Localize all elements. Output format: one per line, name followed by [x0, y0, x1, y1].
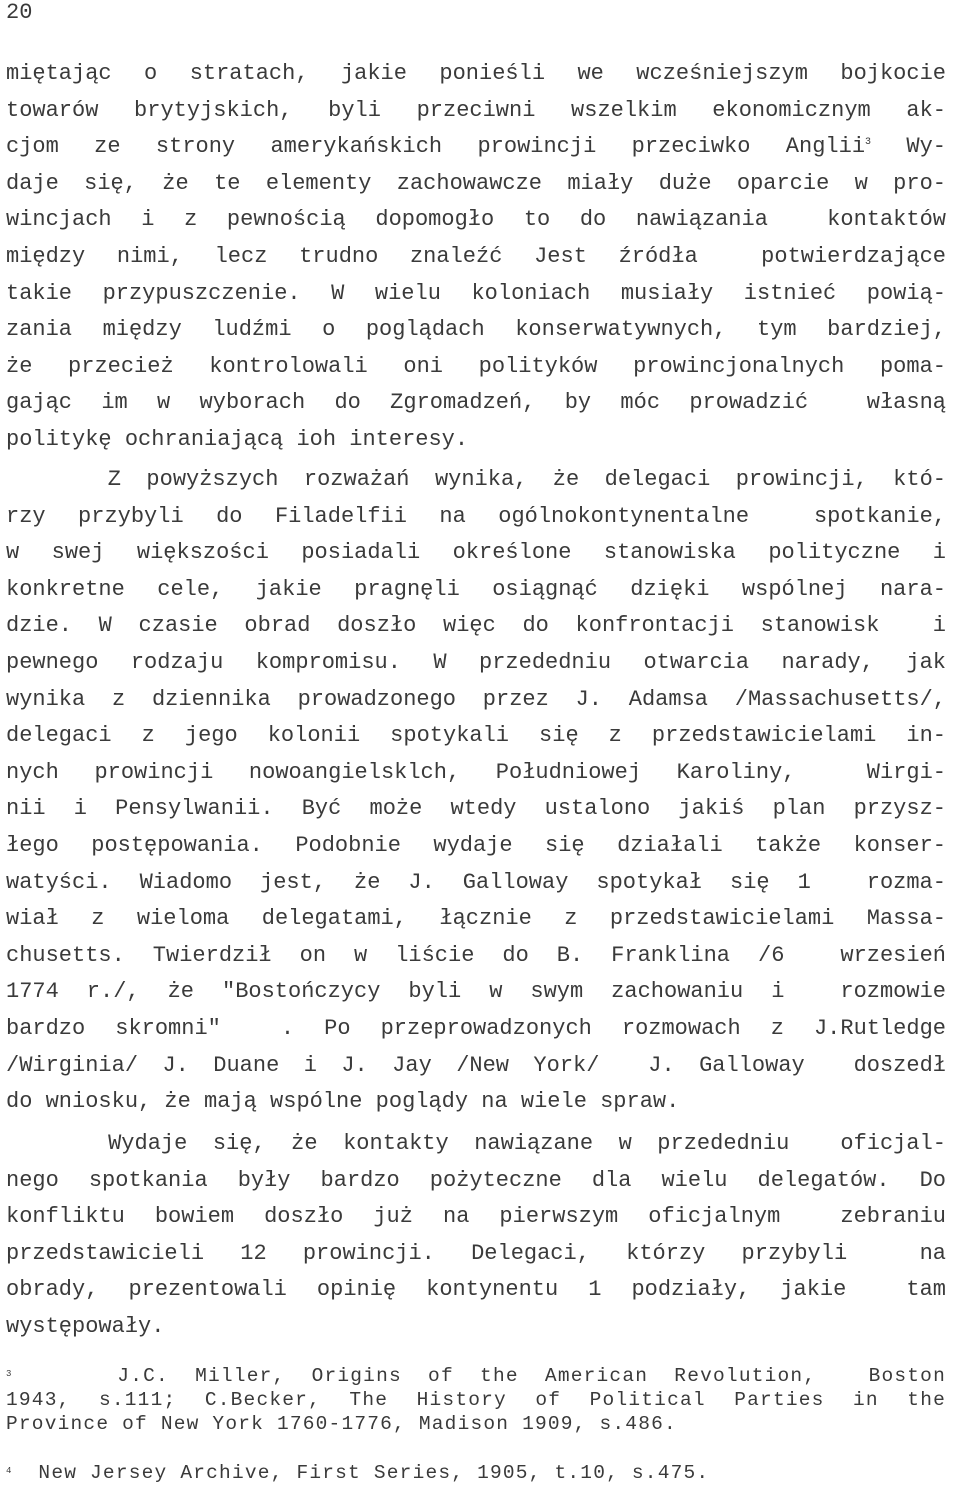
text-line: zania między ludźmi o poglądach konserwatywnych, tym bardziej,	[6, 317, 946, 343]
text-line: daje się, że te elementy zachowawcze miały duże oparcie w pro-	[6, 170, 946, 196]
paragraph-3	[6, 1126, 946, 1346]
text-line: politykę ochraniającą ioh interesy.	[6, 426, 469, 452]
footnote-marker: 3	[6, 1369, 13, 1379]
text-line-with-footnote	[6, 129, 946, 166]
text-line: pewnego rodzaju kompromisu. W przededniu otwarcia narady, jak	[6, 649, 946, 675]
footnote-line: 1943, s.111; C.Becker, The History of Political Parties in the	[6, 1389, 946, 1411]
text-segment: Wy-	[871, 134, 946, 160]
text-line: łego postępowania. Podobnie wydaje się działali także konser-	[6, 832, 946, 858]
text-line: Wydaje się, że kontakty nawiązane w przededniu oficjal-	[6, 1131, 946, 1156]
text-line: między nimi, lecz trudno znaleźć Jest źródła potwierdzające	[6, 243, 946, 269]
text-line: miętając o stratach, jakie ponieśli we wcześniejszym bojkocie	[6, 61, 946, 86]
text-line: w swej większości posiadali określone stanowiska polityczne i	[6, 540, 946, 566]
text-line: chusetts. Twierdził on w liście do B. Franklina /6 wrzesień	[6, 942, 946, 968]
footnote-line: Province of New York 1760-1776, Madison 1909, s.486.	[6, 1413, 677, 1435]
text-line: wynika z dziennika prowadzonego przez J. Adamsa /Massachusetts/,	[6, 686, 946, 712]
text-line: nych prowincji nowoangielsklch, Południowej Karoliny, Wirgi-	[6, 759, 946, 785]
text-segment: New Jersey Archive, First Series, 1905, t.10, s.475.	[12, 1462, 710, 1484]
text-line: wincjach i z pewnością dopomogło to do nawiązania kontaktów	[6, 207, 946, 233]
text-line: występowały.	[6, 1313, 165, 1339]
footnote-line	[6, 1461, 946, 1485]
footnote-3	[6, 1364, 946, 1436]
text-line: rzy przybyli do Filadelfii na ogólnokontynentalne spotkanie,	[6, 503, 946, 529]
text-line: nego spotkania były bardzo pożyteczne dla wielu delegatów. Do	[6, 1167, 946, 1193]
text-line: konkretne cele, jakie pragnęli osiągnąć dzięki wspólnej nara-	[6, 576, 946, 602]
footnote-ref-3: 3	[865, 137, 872, 149]
text-line: do wniosku, że mają wspólne poglądy na wiele spraw.	[6, 1089, 680, 1115]
text-line: Z powyższych rozważań wynika, że delegaci prowincji, któ-	[6, 467, 946, 492]
footnote-4	[6, 1461, 946, 1485]
page-number: 20	[6, 0, 33, 25]
text-line: delegaci z jego kolonii spotykali się z przedstawicielami in-	[6, 723, 946, 749]
text-segment: J.C. Miller, Origins of the American Revolution, Boston	[12, 1365, 946, 1387]
text-line: przedstawicieli 12 prowincji. Delegaci, którzy przybyli na	[6, 1240, 946, 1266]
text-line: obrady, prezentowali opinię kontynentu 1 podziały, jakie tam	[6, 1277, 946, 1303]
text-line: /Wirginia/ J. Duane i J. Jay /New York/ J. Galloway doszedł	[6, 1052, 946, 1078]
text-line: nii i Pensylwanii. Być może wtedy ustalono jakiś plan przysz-	[6, 796, 946, 822]
paragraph-1	[6, 56, 946, 459]
footnote-marker: 4	[6, 1466, 13, 1476]
text-segment: cjom ze strony amerykańskich prowincji przeciwko Anglii	[6, 134, 866, 160]
text-line: takie przypuszczenie. W wielu koloniach musiały istnieć powią-	[6, 280, 946, 306]
text-line: watyści. Wiadomo jest, że J. Galloway spotykał się 1 rozma-	[6, 869, 946, 895]
text-line: że przecież kontrolowali oni polityków prowincjonalnych poma-	[6, 353, 946, 379]
text-line: 1774 r./, że "Bostończycy byli w swym zachowaniu i rozmowie	[6, 979, 946, 1005]
footnote-line	[6, 1364, 946, 1388]
paragraph-2	[6, 462, 946, 1121]
text-line: gając im w wyborach do Zgromadzeń, by móc prowadzić własną	[6, 390, 946, 416]
text-line: towarów brytyjskich, byli przeciwni wszelkim ekonomicznym ak-	[6, 97, 946, 123]
text-line: wiał z wieloma delegatami, łącznie z przedstawicielami Massa-	[6, 906, 946, 932]
text-line: dzie. W czasie obrad doszło więc do konfrontacji stanowisk i	[6, 613, 946, 639]
text-line: konfliktu bowiem doszło już na pierwszym oficjalnym zebraniu	[6, 1204, 946, 1230]
text-line: bardzo skromni" . Po przeprowadzonych rozmowach z J.Rutledge	[6, 1015, 946, 1041]
